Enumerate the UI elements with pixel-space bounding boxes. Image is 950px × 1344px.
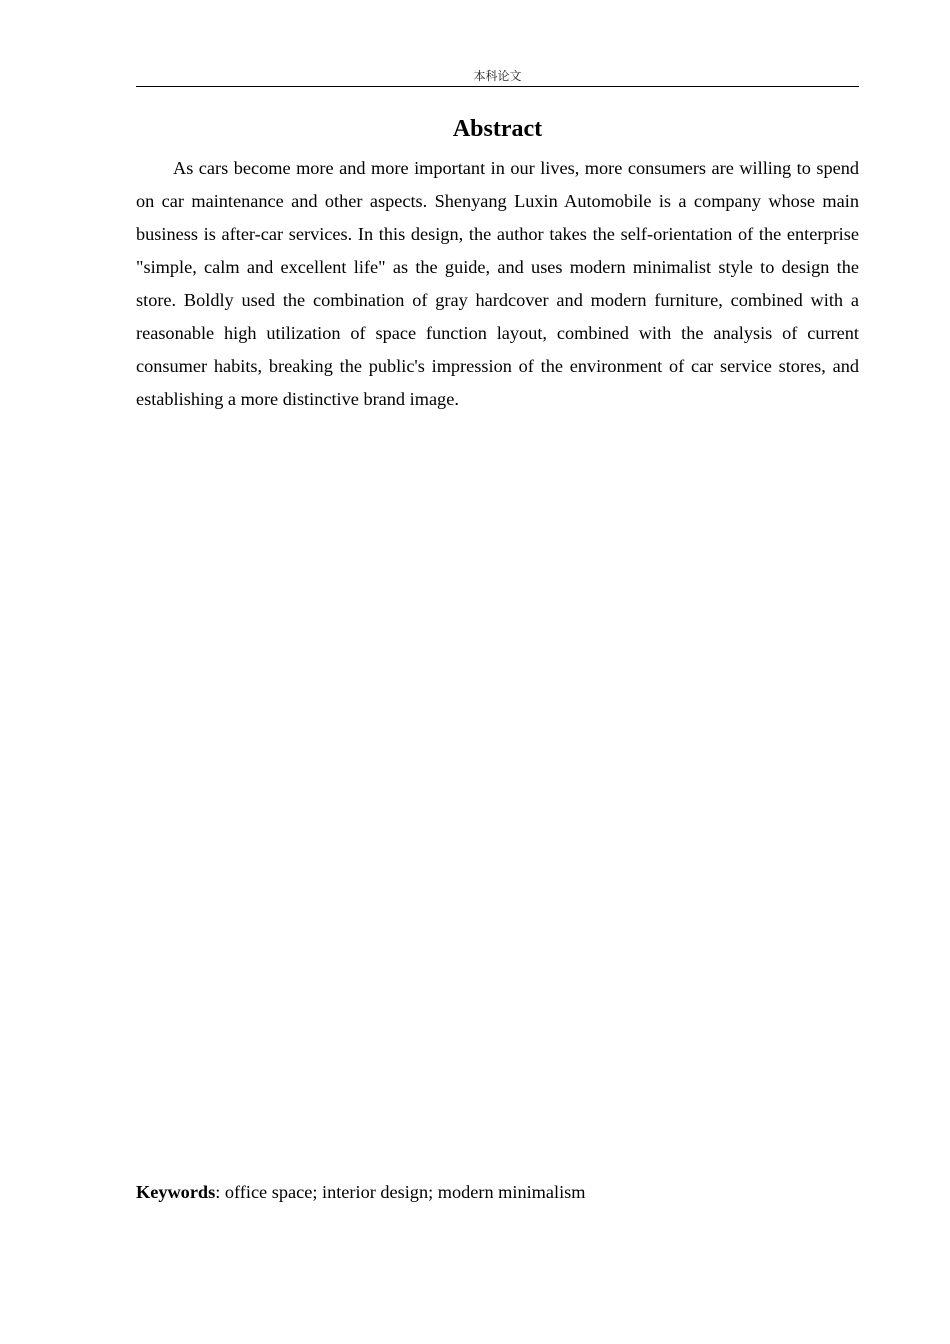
running-title: 本科论文 [473,69,522,83]
abstract-body: As cars become more and more important in our lives, more consumers are willing to spend on car maintenance and other aspects. Shenyang Luxin Automobile is a company whose main business is after-car services. In this design, the author takes the self-orientation of the enterprise "simple, calm and excellent life" as the guide, and uses modern minimalist style to design the store. Boldly used the combination of gray hardcover and modern furniture, combined with a reasonable high utilization of space function layout, combined with the analysis of current consumer habits, breaking the public's impression of the environment of car service stores, and establishing a more distinctive brand image. [136,158,859,409]
keywords-line [136,1176,859,1209]
page-header [136,66,859,87]
abstract-title: Abstract [452,116,543,142]
keywords-text: office space; interior design; modern minimalism [224,1182,586,1202]
keywords-label: Keywords [136,1182,216,1202]
keywords-separator: : [215,1182,225,1202]
